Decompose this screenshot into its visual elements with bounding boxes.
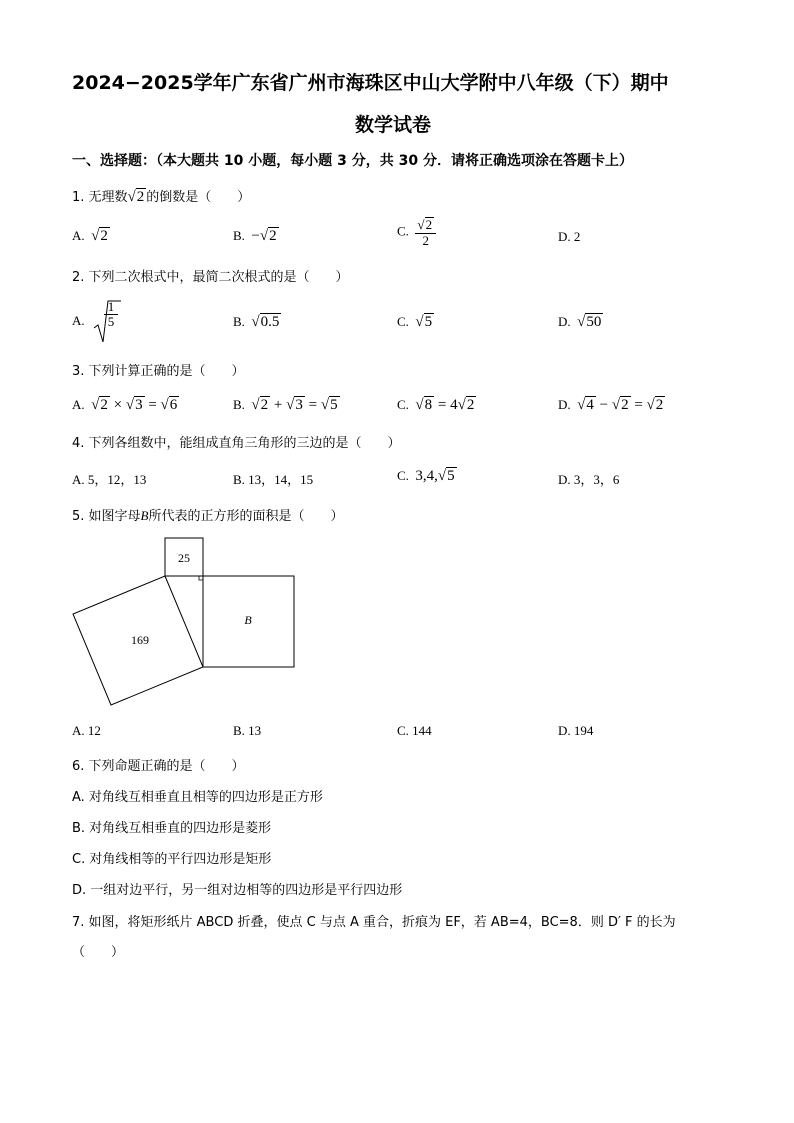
q1-option-c: C. $\frac{√2}{2}$ xyxy=(397,217,436,248)
q2-option-a-fraction: 1 5 xyxy=(104,300,118,330)
label-169: 169 xyxy=(131,633,149,647)
question-7-continuation: （ ） xyxy=(72,945,125,960)
q2-option-d: D. √50 xyxy=(558,314,602,330)
q2-option-c: C. √5 xyxy=(397,314,433,330)
section-heading: 一、选择题：（本大题共 10 小题，每小题 3 分，共 30 分．请将正确选项涂在答题卡上） xyxy=(72,153,633,169)
q6-option-c: C. 对角线相等的平行四边形是矩形 xyxy=(72,852,272,867)
q1-option-b: B. −√2 xyxy=(233,228,277,244)
q5-option-d: D. 194 xyxy=(558,723,594,738)
q1-option-a: A. √2 xyxy=(72,228,108,244)
q4-option-d: D. 3，3，6 xyxy=(558,472,620,487)
q4-option-c: C. 3,4,√5 xyxy=(397,468,455,484)
q5-option-b: B. 13 xyxy=(233,723,262,738)
q6-option-a: A. 对角线互相垂直且相等的四边形是正方形 xyxy=(72,790,323,805)
question-3: 3. 下列计算正确的是（ ） xyxy=(72,364,245,379)
question-6: 6. 下列命题正确的是（ ） xyxy=(72,759,245,774)
q6-option-b: B. 对角线互相垂直的四边形是菱形 xyxy=(72,821,272,836)
q6-option-d: D. 一组对边平行，另一组对边相等的四边形是平行四边形 xyxy=(72,883,403,898)
right-angle-mark xyxy=(199,576,203,580)
q5-figure xyxy=(60,530,310,715)
q1-option-d: D. 2 xyxy=(558,229,581,244)
q5-option-a: A. 12 xyxy=(72,723,101,738)
question-1-stem-post: 的倒数是（ ） xyxy=(146,190,251,205)
page-title-line1: 2024−2025学年广东省广州市海珠区中山大学附中八年级（下）期中 xyxy=(72,72,669,94)
q2-option-b: B. √0.5 xyxy=(233,314,280,330)
q4-option-b: B. 13，14，15 xyxy=(233,472,314,487)
q2-option-a: A. xyxy=(72,313,85,328)
q5-option-c: C. 144 xyxy=(397,723,432,738)
q3-option-d: D. √4 − √2 = √2 xyxy=(558,397,664,413)
q3-option-b: B. √2 + √3 = √5 xyxy=(233,397,338,413)
q3-option-c: C. √8 = 4√2 xyxy=(397,397,475,413)
question-7: 7. 如图，将矩形纸片 ABCD 折叠，使点 C 与点 A 重合，折痕为 EF，若 AB=4，BC=8．则 D′ F 的长为 xyxy=(72,915,676,930)
question-4: 4. 下列各组数中，能组成直角三角形的三边的是（ ） xyxy=(72,436,401,451)
question-2: 2. 下列二次根式中，最简二次根式的是（ ） xyxy=(72,270,349,285)
page-title-line2: 数学试卷 xyxy=(355,114,432,136)
q4-option-a: A. 5，12，13 xyxy=(72,472,147,487)
label-25: 25 xyxy=(178,551,190,565)
q3-option-a: A. √2 × √3 = √6 xyxy=(72,397,178,413)
question-5: 5. 如图字母B所代表的正方形的面积是（ ） xyxy=(72,508,344,524)
sqrt-expression: √2 xyxy=(127,189,145,205)
label-b: B xyxy=(244,613,252,627)
question-1 xyxy=(72,186,250,206)
question-1-stem-pre: 1. 无理数 xyxy=(72,190,128,205)
